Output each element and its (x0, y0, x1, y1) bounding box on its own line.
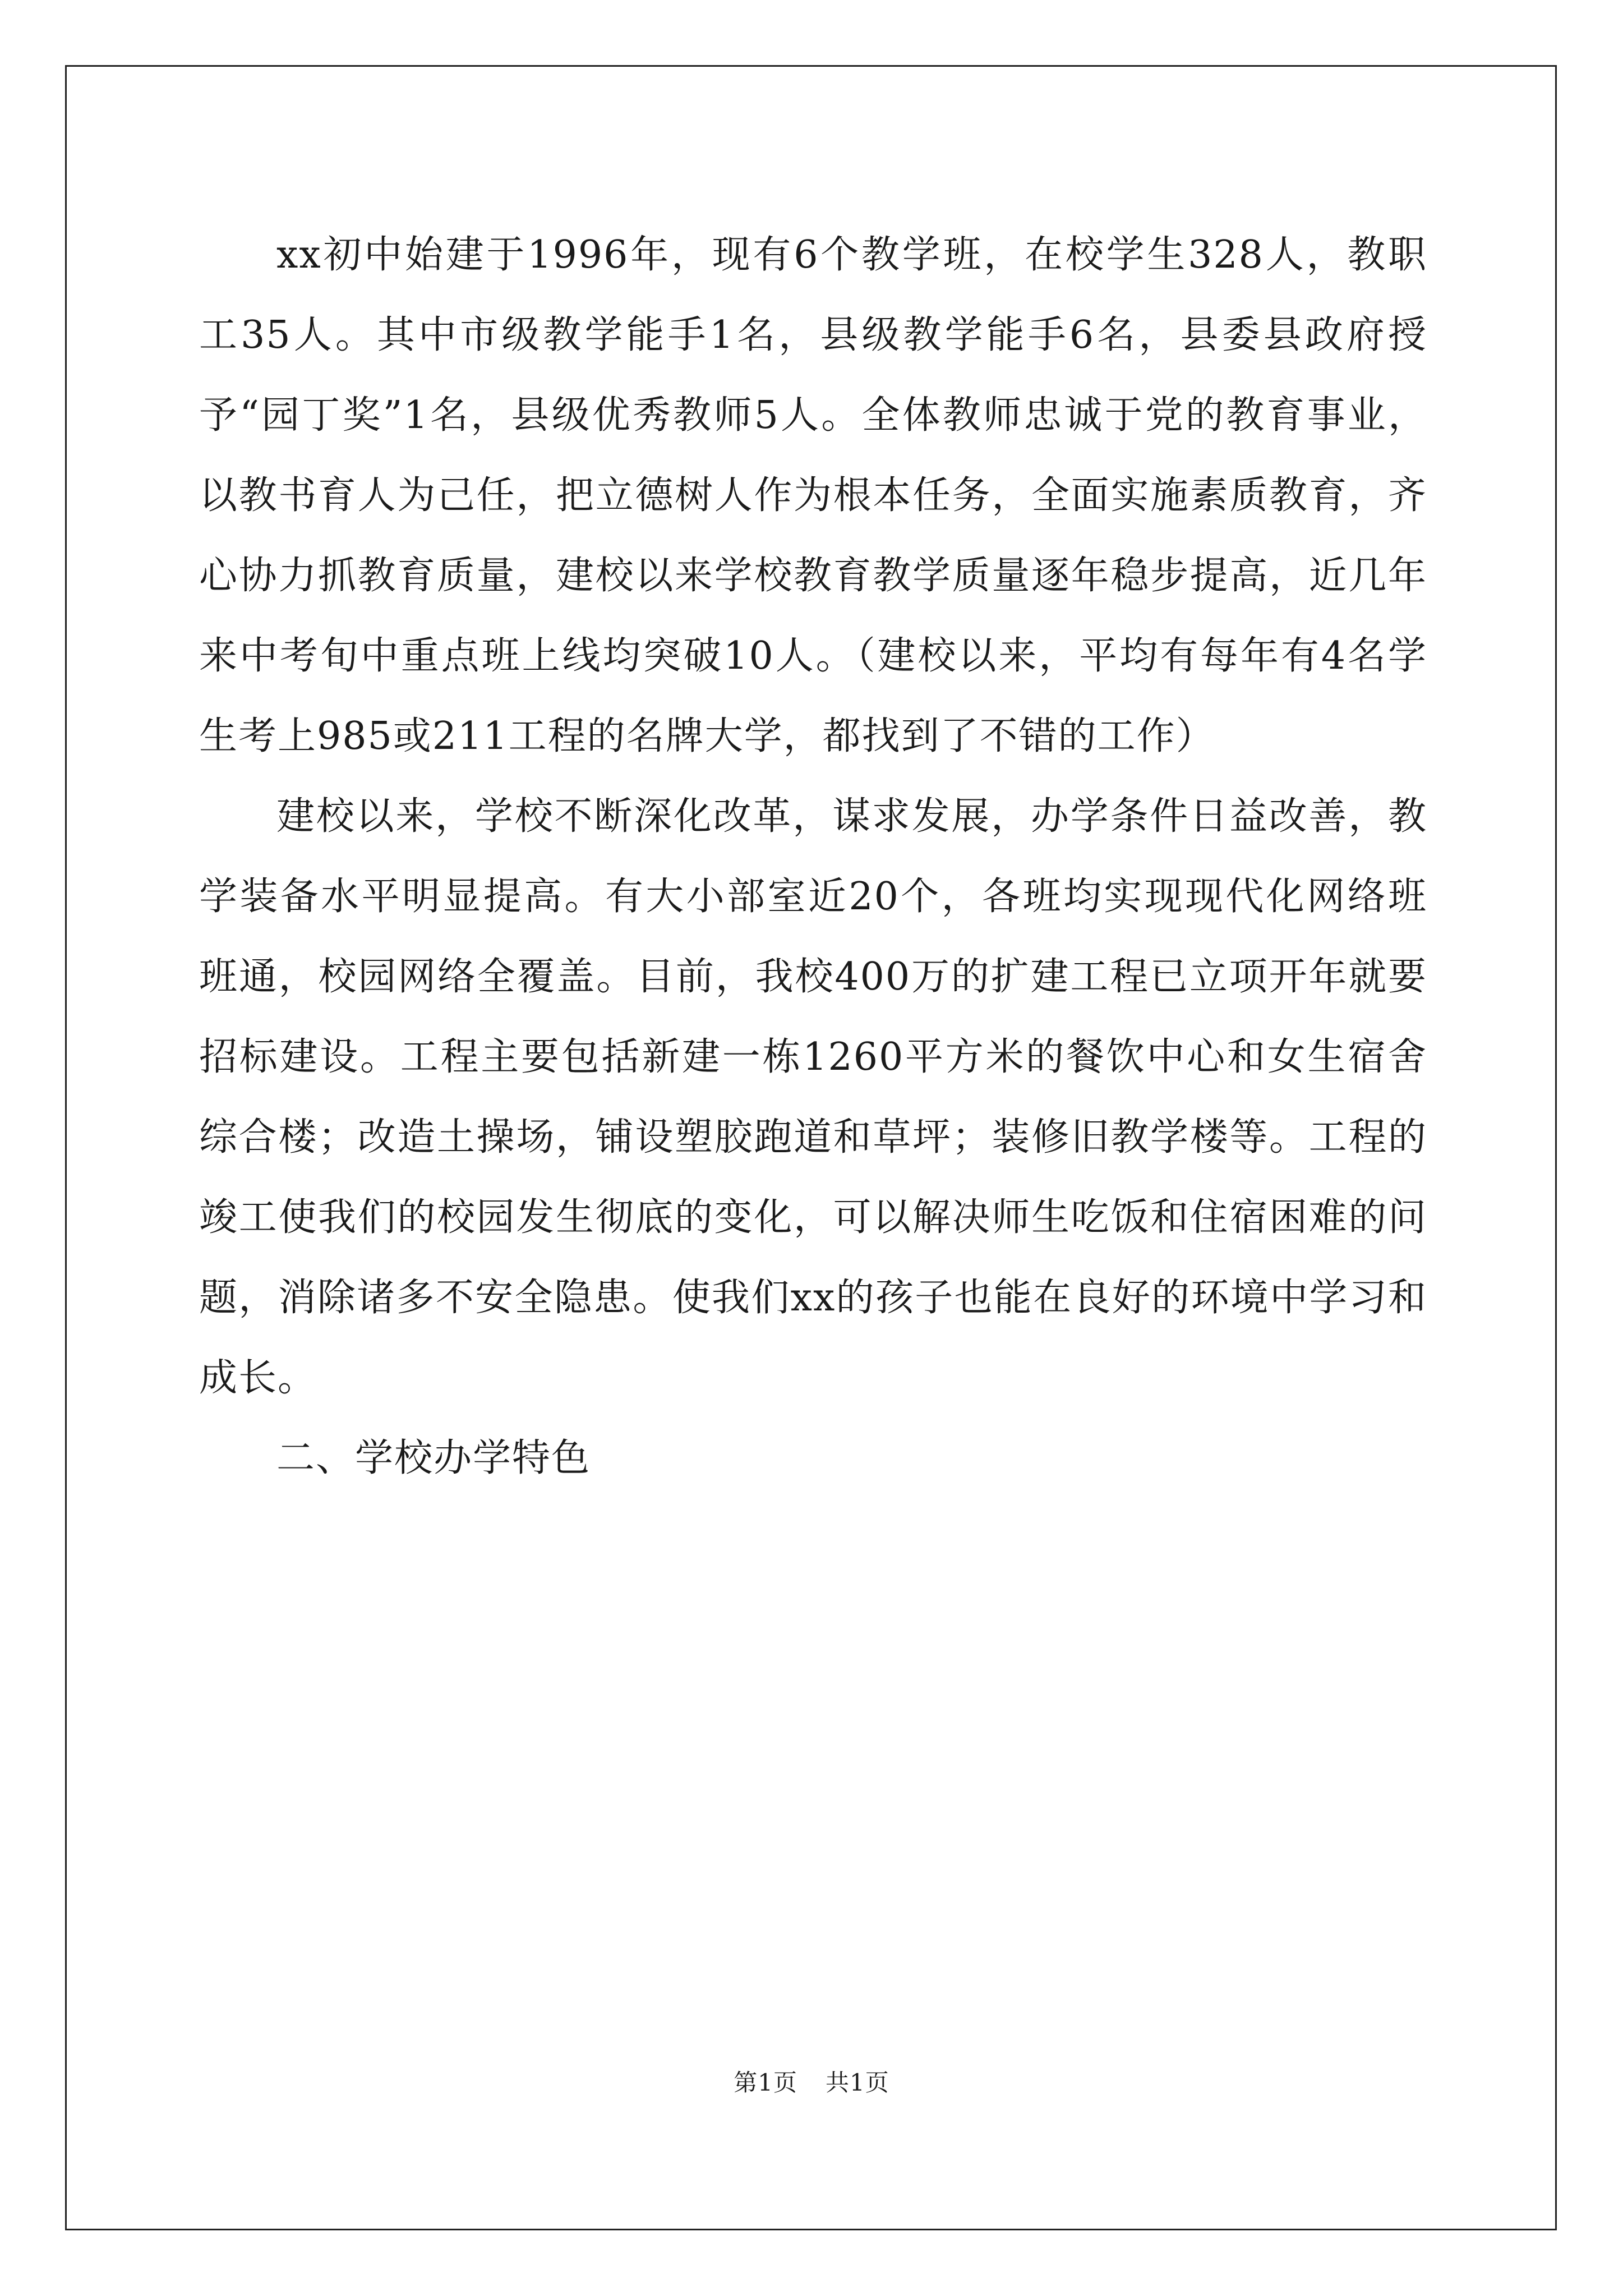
page-total: 共1页 (826, 2069, 889, 2096)
page-number: 第1页 (734, 2069, 797, 2096)
page-footer (0, 2064, 1623, 2098)
paragraph-school-overview: xx初中始建于1996年，现有6个教学班，在校学生328人，教职工35人。其中市级教学能手1名，县级教学能手6名，县委县政府授予“园丁奖”1名，县级优秀教师5人。全体教师忠诚于党的教育事业，以教书育人为己任，把立德树人作为根本任务，全面实施素质教育，齐心协力抓教育质量，建校以来学校教育教学质量逐年稳步提高，近几年来中考旬中重点班上线均突破10人。（建校以来，平均有每年有4名学生考上985或211工程的名牌大学，都找到了不错的工作） (199, 233, 1427, 758)
paragraph-school-development: 建校以来，学校不断深化改革，谋求发展，办学条件日益改善，教学装备水平明显提高。有大小部室近20个，各班均实现现代化网络班班通，校园网络全覆盖。目前，我校400万的扩建工程已立项开年就要招标建设。工程主要包括新建一栋1260平方米的餐饮中心和女生宿舍综合楼；改造土操场，铺设塑胶跑道和草坪；装修旧教学楼等。工程的竣工使我们的校园发生彻底的变化，可以解决师生吃饭和住宿困难的问题，消除诸多不安全隐患。使我们xx的孩子也能在良好的环境中学习和成长。 (199, 794, 1427, 1400)
section-heading: 二、学校办学特色 (276, 1436, 591, 1480)
document-body (199, 215, 1427, 1498)
